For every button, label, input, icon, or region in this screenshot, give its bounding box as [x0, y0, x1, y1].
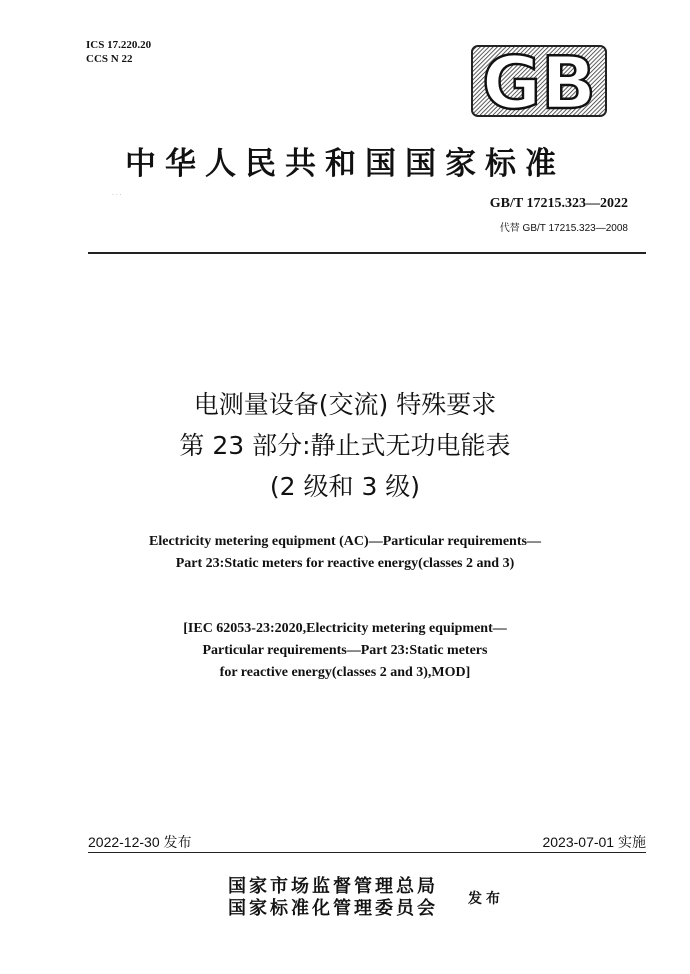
- cn-title-line3: (2 级和 3 级): [269, 472, 421, 501]
- logo-lettering: GB: [482, 44, 596, 118]
- ccs-code: CCS N 22: [86, 53, 133, 65]
- issuing-authorities: [228, 876, 438, 920]
- replaces-note: 代替 GB/T 17215.323—2008: [499, 223, 628, 234]
- top-divider: [88, 252, 646, 254]
- bottom-divider: [88, 852, 646, 853]
- iec-ref-line1: [IEC 62053-23:2020,Electricity metering equipment—: [183, 621, 507, 636]
- gb-logo: [470, 44, 608, 118]
- cn-title-line2: 第 23 部分:静止式无功电能表: [179, 431, 511, 460]
- authority-sac: 国家标准化管理委员会: [228, 898, 438, 919]
- en-title-line2: Part 23:Static meters for reactive energy(classes 2 and 3): [175, 556, 515, 571]
- ics-code: ICS 17.220.20: [86, 39, 152, 51]
- standard-title: 中华人民共和国国家标准: [125, 146, 565, 182]
- issue-label: 发布: [468, 891, 504, 907]
- classification-codes: [86, 38, 151, 66]
- publish-date: 2022-12-30 发布: [88, 834, 192, 850]
- iec-ref-line2: Particular requirements—Part 23:Static meters: [202, 643, 488, 658]
- authority-samr: 国家市场监督管理总局: [228, 876, 438, 897]
- cn-title-line1: 电测量设备(交流) 特殊要求: [193, 390, 497, 419]
- decorative-dots: · · ·: [112, 192, 122, 199]
- standard-number: GB/T 17215.323—2022: [489, 196, 628, 211]
- iec-ref-line3: for reactive energy(classes 2 and 3),MOD]: [219, 665, 471, 680]
- en-title-line1: Electricity metering equipment (AC)—Particular requirements—: [149, 534, 541, 549]
- implement-date: 2023-07-01 实施: [542, 834, 646, 850]
